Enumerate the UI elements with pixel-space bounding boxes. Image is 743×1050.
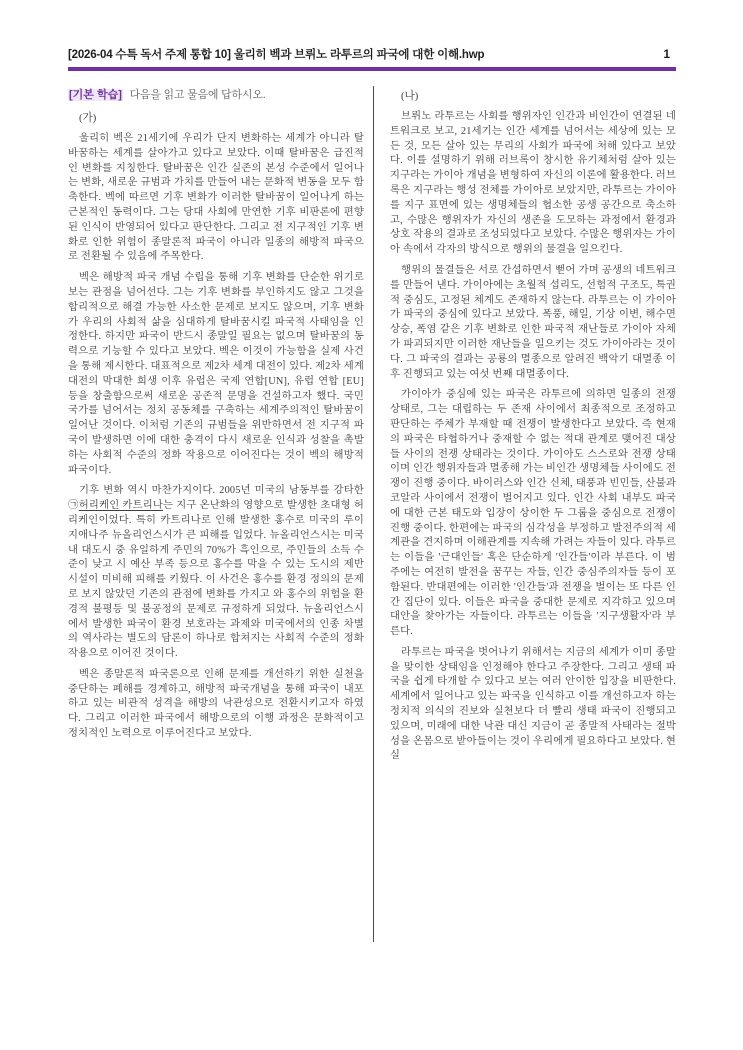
passage-a-paragraph-1: 울리히 벡은 21세기에 우리가 단지 변화하는 세계가 아니라 탈바꿈하는 세계를 살아가고 있다고 보았다. 이때 탈바꿈은 급진적인 변화를 지칭한다. 탈바꿈은 인간 실존의 본성 수준에서 일어나는 변화, 새로운 규범과 가치를 만들어 내는 문화적 변동을 모두 함축한다. 벡에 따르면 기후 변화가 이러한 탈바꿈이 일어나게 하는 근본적인 동력이다. 그는 당대 사회에 만연한 기후 비판론에 편향된 인식이 반영되어 있다고 판단한다. 그리고 전 지구적인 기후 변화로 인한 위험이 종말론적 파국이 아니라 일종의 해방적 파국으로 전환될 수 있음에 주목한다. xyxy=(68,133,364,263)
passage-a-paragraph-2: 벡은 해방적 파국 개념 수립을 통해 기후 변화를 단순한 위기로 보는 관점을 넘어선다. 그는 기후 변화를 부인하지도 않고 그것을 합리적으로 해결 가능한 사소한 문제로 보지도 않으며, 기후 변화가 우리의 사회적 삶을 심대하게 탈바꿈시킬 파국적 사태임을 인정한다. 하지만 파국이 반드시 종말일 필요는 없으며 탈바꿈의 동력으로 기능할 수 있다고 보았다. 벡은 이것이 가능함을 실제 사건을 통해 제시한다. 대표적으로 제2차 세계 대전이 있다. 제2차 세계 대전의 막대한 희생 이후 유럽은 국제 연합[UN], 유럽 연합 [EU] 등을 창출함으로써 새로운 공존적 문명을 건설하고자 했다. 국민국가를 넘어서는 정치 공동체를 구축하는 세계주의적인 탈바꿈이 일어난 것이다. 이처럼 기존의 규범들을 위반하면서 전 지구적 파국이 발생하면 이에 대한 충격이 다시 새로운 인식과 성찰을 촉발하는 사회적 수준의 정화 작용으로 이어진다는 것이 벡의 해방적 파국이다. xyxy=(68,272,364,476)
page-number: 1 xyxy=(663,47,670,61)
passage-b-paragraph-3: 가이아가 중심에 있는 파국은 라투르에 의하면 일종의 전쟁 상태로, 그는 대립하는 두 존재 사이에서 최종적으로 조정하고 판단하는 주체가 부재할 때 전쟁이 발생한다고 보았다. 즉 현재의 파국은 타협하거나 중재할 수 없는 적대 관계로 맺어진 대상들 사이의 전쟁 상태라는 것이다. 가이아도 스스로와 전쟁 상태이며 인간 행위자들과 멸종해 가는 비인간 생명체들 사이에도 전쟁이 진행 중이다. 바이러스와 인간 신체, 태풍과 빈민들, 산불과 코알라 사이에서 전쟁이 벌어지고 있다. 인간 사회 내부도 파국에 대한 근본 태도와 입장이 상이한 두 그룹을 중심으로 전쟁이 진행 중이다. 한편에는 파국의 심각성을 부정하고 발전주의적 세계관을 견지하며 이해관계를 지속해 가려는 자들이 있다. 라투르는 이들을 '근대인들' 혹은 단순하게 '인간들'이라 부른다. 이 범주에는 여전히 발전을 꿈꾸는 자들, 인간 중심주의자들 등이 포함된다. 반대편에는 이러한 '인간들'과 전쟁을 벌이는 또 다른 인간 집단이 있다. 이들은 파국을 중대한 문제로 지각하고 있으며 대안을 찾아가는 자들이다. 라투르는 이들을 '지구생활자'라 부른다. xyxy=(390,389,677,638)
passage-a-paragraph-4: 벡은 종말론적 파국론으로 인해 문제를 개선하기 위한 실천을 중단하는 폐해를 경계하고, 해방적 파국개념을 통해 파국이 내포하고 있는 비관적 성격을 해방의 낙관성으로 전환시키고자 하였다. 그리고 이러한 파국에서 해방으로의 이행 과정은 문화적이고 정치적인 노력으로 이루어진다고 보았다. xyxy=(68,668,364,740)
passage-a-paragraph-3 xyxy=(68,484,364,662)
column-divider xyxy=(373,86,374,942)
passage-b-paragraph-4: 라투르는 파국을 벗어나기 위해서는 지금의 세계가 이미 종말을 맞이한 상태임을 인정해야 한다고 주장한다. 그리고 생태 파국을 쉽게 타개할 수 있다고 보는 여러 안이한 입장을 비판한다. 세계에서 일어나고 있는 파국을 인식하고 이를 개선하고자 하는 정치적 의식의 진보와 실천보다 더 빨리 생태 파국이 진행되고 있으며, 미래에 대한 낙관 대신 지금이 곧 종말적 사태라는 절박성을 온몸으로 받아들이는 것이 우리에게 필요하다고 보았다. 현실 xyxy=(390,646,677,762)
circled-marker: ㉠ xyxy=(68,500,79,512)
passage-b-paragraph-1: 브뤼노 라투르는 사회를 행위자인 인간과 비인간이 연결된 네트워크로 보고, 21세기는 인간 세계를 넘어서는 세상에 있는 모든 것, 모든 살아 있는 무리의 사회가 파국에 처해 있다고 보았다. 이를 설명하기 위해 러브록이 창시한 유기체처럼 살아 있는 지구라는 가이아 개념을 변형하여 자신의 이론에 활용한다. 러브록은 지구라는 행성 전체를 가이아로 보았지만, 라투르는 가이아를 지구 표면에 있는 생명체들의 협소한 공생 공간으로 축소하고, 수많은 행위자가 자신의 생존을 도모하는 과정에서 환경과 상호 작용의 결과로 조성되었다고 보았다. 수많은 행위자는 가이아 속에서 각자의 방식으로 행위의 물결을 일으킨다. xyxy=(390,111,677,256)
document-title: [2026-04 수특 독서 주제 통합 10] 울리히 벡과 브뤼노 라투르의 파국에 대한 이해.hwp xyxy=(68,49,485,61)
header-rule xyxy=(68,67,676,71)
column-left xyxy=(68,86,364,942)
passage-a-paragraph-3-pre: 기후 변화 역시 마찬가지이다. 2005년 미국의 남동부를 강타한 xyxy=(79,485,364,497)
document-header xyxy=(68,46,676,62)
passage-a-paragraph-3-post: 는 지구 온난화의 영향으로 발생한 초대형 허리케인이었다. 특히 카트리나로 인해 발생한 홍수로 미국의 루이지애나주 뉴올리언스시가 큰 피해를 입었다. 뉴올리언스시는 미국 내 대도시 중 유일하게 주민의 70%가 흑인으로, 주민들의 소득 수준이 낮고 시 예산 부족 등으로 홍수를 막을 수 있는 도시의 제반 시설이 미비해 피해를 키웠다. 이 사건은 홍수를 환경 정의의 문제로 보지 않았던 기존의 관점에 변화를 가지고 와 홍수의 위험을 환경적 불평등 및 불공정의 문제로 규정하게 되었다. 뉴올리언스시에서 발생한 파국이 환경 보호라는 과제와 미국에서의 인종 차별의 역사라는 별도의 담론이 하나로 합쳐지는 사회적 수준의 정화 작용으로 이어진 것이다. xyxy=(68,500,364,660)
passage-b-paragraph-2: 행위의 물결들은 서로 간섭하면서 뻗어 가며 공생의 네트워크를 만들어 낸다. 가이아에는 초월적 섭리도, 선험적 구조도, 특권적 중심도, 고정된 체계도 존재하지 않는다. 라투르는 이 가이아가 파국의 중심에 있다고 보았다. 폭풍, 해일, 기상 이변, 해수면 상승, 폭염 같은 기후 변화로 인한 파국적 재난들로 가이아 자체가 파괴되지만 이러한 재난들을 일으키는 것도 가이아라는 것이다. 그 파국의 결과는 공룡의 멸종으로 알려진 백악기 대멸종 이후 진행되고 있는 여섯 번째 대멸종이다. xyxy=(390,264,676,380)
passage-b-label: (나) xyxy=(401,91,419,102)
column-right xyxy=(390,86,676,942)
passage-columns xyxy=(68,86,676,942)
underlined-term-hurricane-katrina: 허리케인 카트리나 xyxy=(78,500,164,512)
instruction-text: 다음을 읽고 물음에 답하시오. xyxy=(129,89,266,101)
instruction-badge: [기본 학습] xyxy=(69,89,122,101)
passage-a-label: (가) xyxy=(79,113,97,124)
instruction-row xyxy=(68,88,364,103)
